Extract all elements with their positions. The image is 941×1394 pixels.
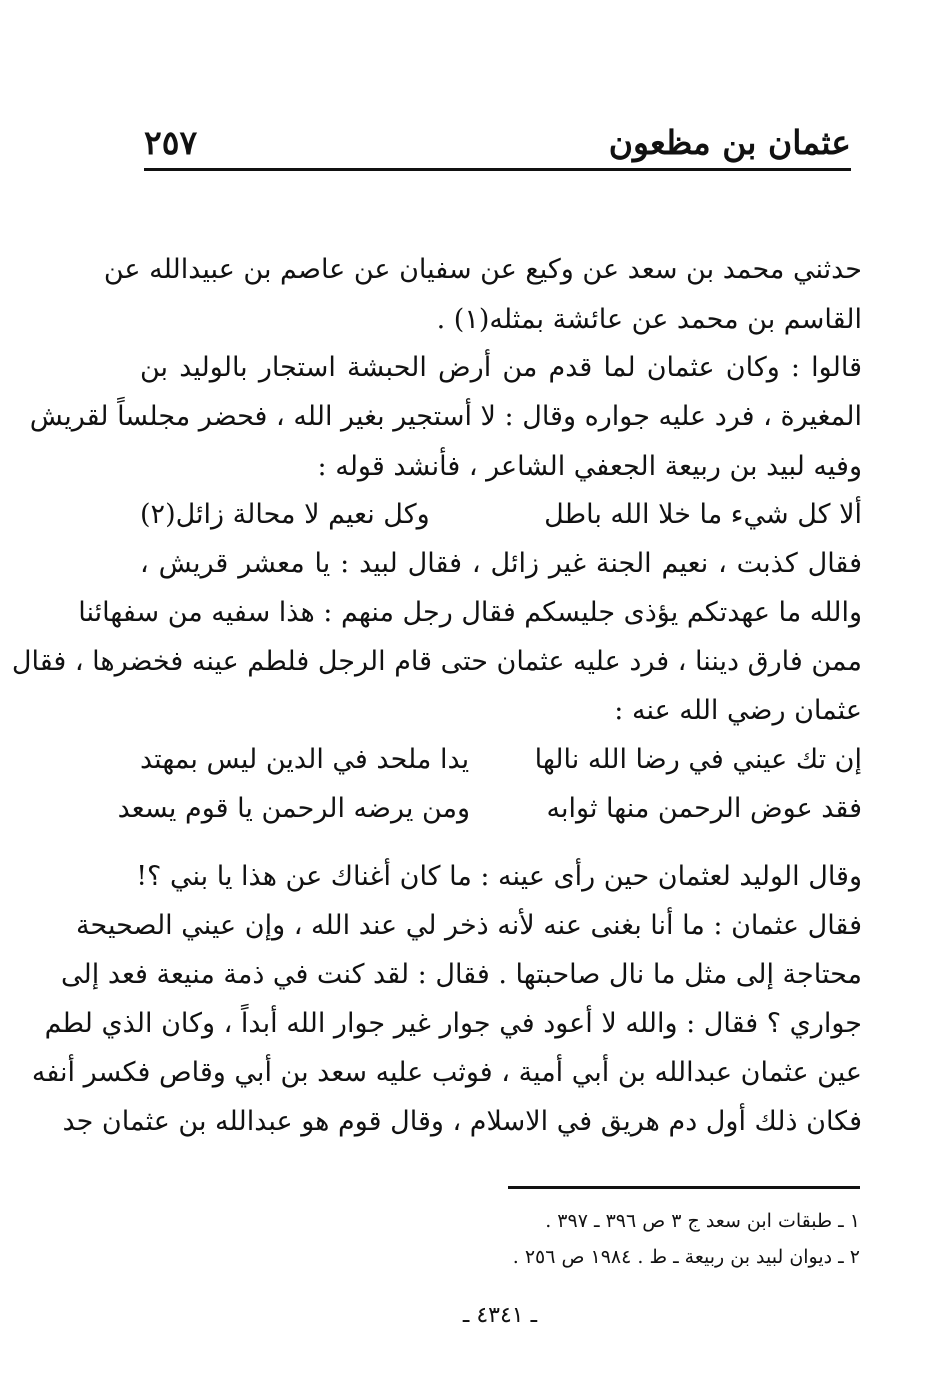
footnote-divider: [508, 1186, 860, 1189]
body-line: ممن فارق ديننا ، فرد عليه عثمان حتى قام الرجل فلطم عينه فخضرها ، فقال: [11, 646, 862, 677]
poem-verse: [117, 782, 862, 836]
verse-second-hemistich: يدا ملحد في الدين ليس بمهتد: [140, 744, 470, 775]
verse-first-hemistich: إن تك عيني في رضا الله نالها: [534, 744, 862, 775]
verse-second-hemistich: وكل نعيم لا محالة زائل(٢): [140, 499, 430, 530]
poem-verse: [140, 488, 862, 542]
body-line: محتاجة إلى مثل ما نال صاحبتها . فقال : لقد كنت في ذمة منيعة فعد إلى: [61, 959, 862, 990]
body-line: فقال كذبت ، نعيم الجنة غير زائل ، فقال لبيد : يا معشر قريش ،: [140, 548, 862, 579]
body-line: عثمان رضي الله عنه :: [614, 695, 862, 726]
body-line: قالوا : وكان عثمان لما قدم من أرض الحبشة استجار بالوليد بن: [140, 352, 862, 383]
body-line: فكان ذلك أول دم هريق في الاسلام ، وقال قوم هو عبدالله بن عثمان جد: [62, 1106, 862, 1137]
verse-second-hemistich: ومن يرضه الرحمن يا قوم يسعد: [117, 793, 470, 824]
body-line: عين عثمان عبدالله بن أبي أمية ، فوثب عليه سعد بن أبي وقاص فكسر أنفه: [31, 1057, 862, 1088]
poem-verse: [140, 733, 862, 787]
body-line: والله ما عهدتكم يؤذى جليسكم فقال رجل منهم : هذا سفيه من سفهائنا: [78, 597, 862, 628]
footnote: ١ ـ طبقات ابن سعد ج ٣ ص ٣٩٦ ـ ٣٩٧ .: [545, 1210, 860, 1232]
body-line: القاسم بن محمد عن عائشة بمثله(١) .: [436, 304, 862, 335]
body-line: حدثني محمد بن سعد عن وكيع عن سفيان عن عاصم بن عبيدالله عن: [103, 254, 862, 285]
footer-page-number: ـ ٤٣٤١ ـ: [462, 1303, 538, 1328]
footnote: ٢ ـ ديوان لبيد بن ربيعة ـ ط . ١٩٨٤ ص ٢٥٦ .: [512, 1246, 860, 1268]
verse-first-hemistich: ألا كل شيء ما خلا الله باطل: [544, 499, 862, 530]
body-line: فقال عثمان : ما أنا بغنى عنه لأنه ذخر لي عند الله ، وإن عيني الصحيحة: [76, 910, 862, 941]
header-divider: [144, 168, 851, 171]
body-line: وقال الوليد لعثمان حين رأى عينه : ما كان أغناك عن هذا يا بني ؟!: [136, 861, 862, 892]
body-line: وفيه لبيد بن ربيعة الجعفي الشاعر ، فأنشد قوله :: [317, 451, 862, 482]
running-header-title: عثمان بن مظعون: [608, 123, 851, 162]
verse-first-hemistich: فقد عوض الرحمن منها ثوابه: [546, 793, 862, 824]
body-line: المغيرة ، فرد عليه جواره وقال : لا أستجير بغير الله ، فحضر مجلساً لقريش: [29, 401, 862, 432]
body-line: جواري ؟ فقال : والله لا أعود في جوار غير جوار الله أبداً ، وكان الذي لطم: [44, 1008, 862, 1039]
header-page-number: ٢٥٧: [144, 123, 198, 162]
